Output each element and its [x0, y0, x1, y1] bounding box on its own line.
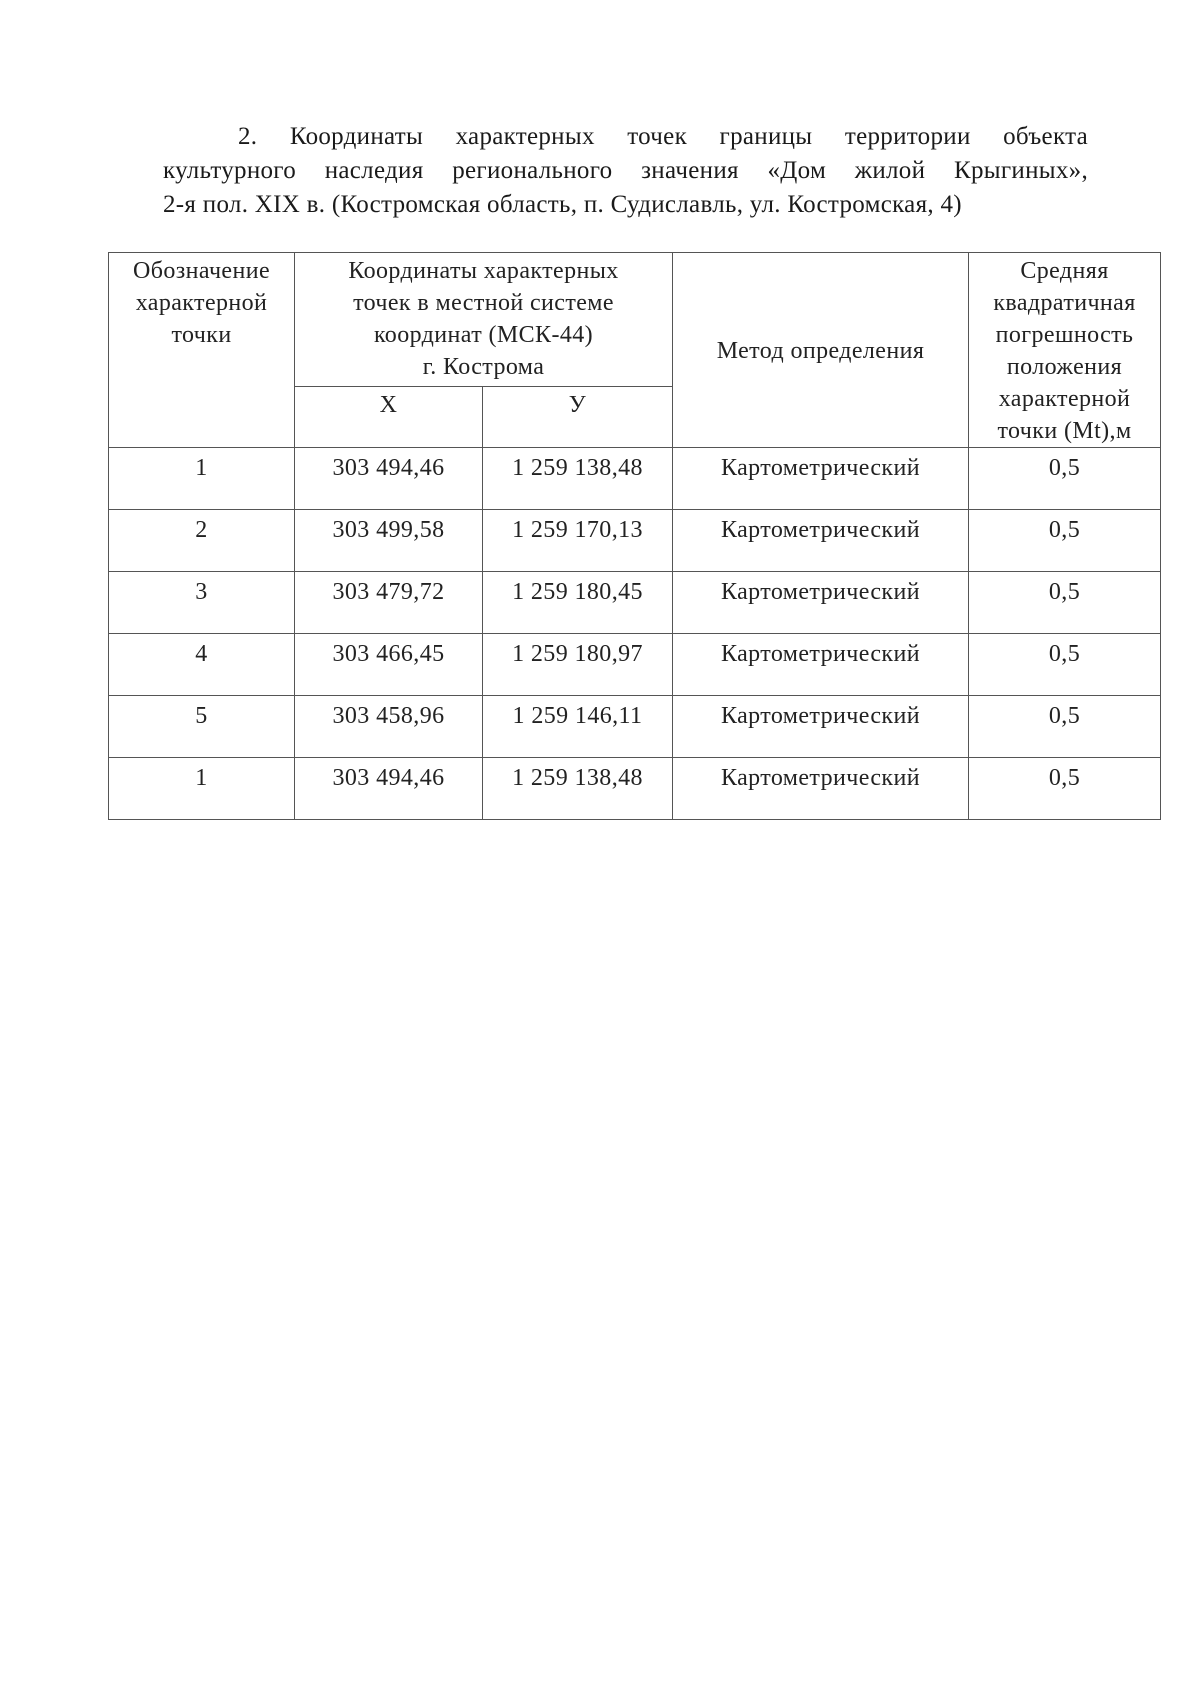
cell-error: 0,5	[969, 634, 1161, 696]
header-y: У	[483, 386, 673, 447]
cell-x: 303 499,58	[295, 510, 483, 572]
cell-method: Картометрический	[673, 572, 969, 634]
heading-line-2: культурного наследия регионального значения «Дом жилой Крыгиных»,	[163, 157, 1088, 184]
header-error-line: квадратичная	[993, 290, 1136, 316]
header-point-line: точки	[171, 322, 232, 348]
cell-y: 1 259 146,11	[483, 696, 673, 758]
header-error-line: положения	[1006, 354, 1123, 380]
header-point-line: Обозначение	[132, 258, 271, 284]
heading-line-1: 2. Координаты характерных точек границы территории объекта	[238, 123, 1088, 150]
header-error-line: погрешность	[995, 322, 1134, 348]
cell-point: 1	[109, 448, 295, 510]
cell-x: 303 494,46	[295, 758, 483, 820]
cell-x: 303 494,46	[295, 448, 483, 510]
header-error-line: точки (Mt),м	[997, 418, 1132, 444]
header-error-line: характерной	[998, 386, 1131, 412]
header-coords-line: Координаты характерных	[348, 258, 619, 284]
cell-error: 0,5	[969, 696, 1161, 758]
header-error-line: Средняя	[1020, 258, 1109, 284]
cell-method: Картометрический	[673, 510, 969, 572]
header-method: Метод определения	[673, 253, 969, 448]
header-error	[969, 253, 1161, 448]
header-coords-line: точек в местной системе	[353, 290, 614, 316]
header-coords-line: г. Кострома	[422, 354, 545, 380]
cell-x: 303 466,45	[295, 634, 483, 696]
header-coordinates	[295, 253, 673, 387]
table-row	[109, 448, 1161, 510]
cell-error: 0,5	[969, 758, 1161, 820]
table-header-row	[109, 253, 1161, 387]
cell-error: 0,5	[969, 510, 1161, 572]
table-row	[109, 758, 1161, 820]
table-row	[109, 510, 1161, 572]
cell-point: 1	[109, 758, 295, 820]
cell-point: 4	[109, 634, 295, 696]
cell-x: 303 458,96	[295, 696, 483, 758]
header-point-line: характерной	[135, 290, 268, 316]
table-row	[109, 634, 1161, 696]
cell-y: 1 259 138,48	[483, 448, 673, 510]
cell-error: 0,5	[969, 572, 1161, 634]
header-coords-line: координат (МСК-44)	[373, 322, 594, 348]
header-point	[109, 253, 295, 448]
cell-method: Картометрический	[673, 448, 969, 510]
cell-point: 3	[109, 572, 295, 634]
cell-method: Картометрический	[673, 696, 969, 758]
header-x: X	[295, 386, 483, 447]
cell-x: 303 479,72	[295, 572, 483, 634]
table-row	[109, 572, 1161, 634]
coordinates-table	[108, 252, 1161, 820]
heading-line-3: 2-я пол. XIX в. (Костромская область, п. Судиславль, ул. Костромская, 4)	[163, 191, 962, 218]
cell-y: 1 259 180,45	[483, 572, 673, 634]
cell-error: 0,5	[969, 448, 1161, 510]
cell-method: Картометрический	[673, 758, 969, 820]
table-row	[109, 696, 1161, 758]
document-heading	[163, 120, 1088, 222]
cell-y: 1 259 170,13	[483, 510, 673, 572]
cell-point: 5	[109, 696, 295, 758]
cell-method: Картометрический	[673, 634, 969, 696]
cell-y: 1 259 138,48	[483, 758, 673, 820]
cell-point: 2	[109, 510, 295, 572]
cell-y: 1 259 180,97	[483, 634, 673, 696]
